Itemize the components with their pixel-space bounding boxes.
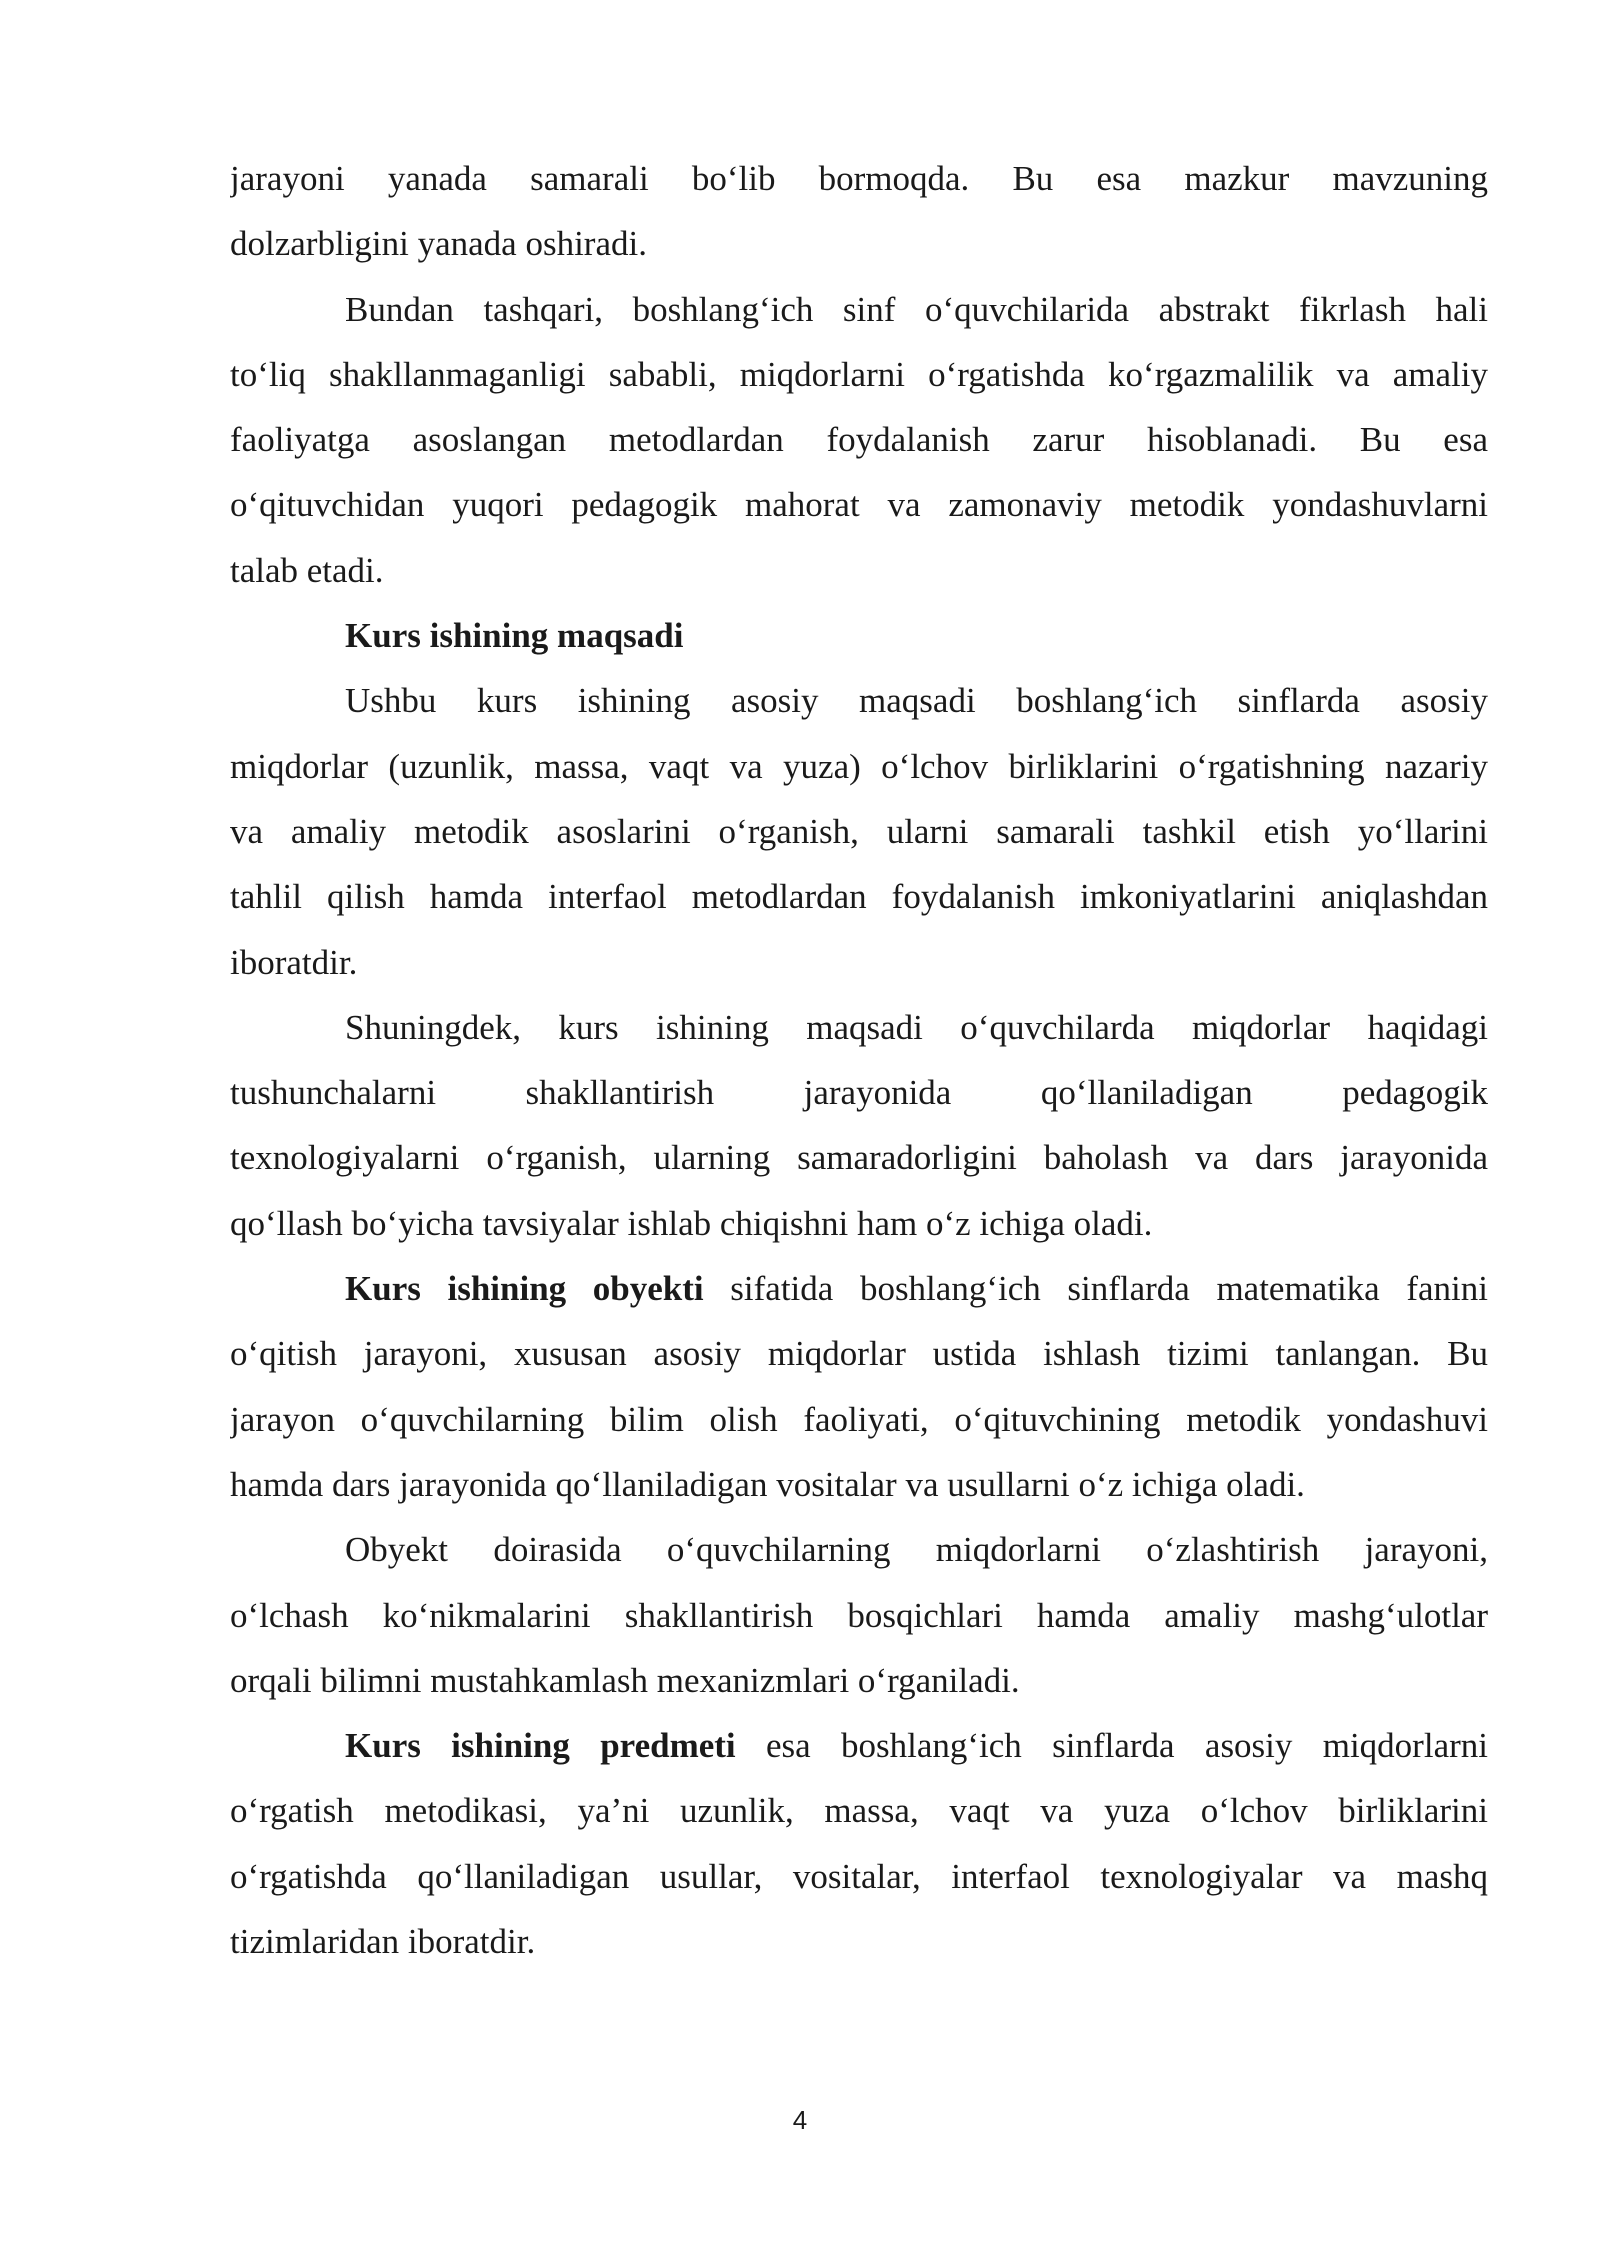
text-line: va amaliy metodik asoslarini o‘rganish, ularni samarali tashkil etish yo‘llarini: [230, 811, 1488, 851]
text-line: Obyekt doirasida o‘quvchilarning miqdorlarni o‘zlashtirish jarayoni,: [345, 1530, 1488, 1570]
text-line: Shuningdek, kurs ishining maqsadi o‘quvchilarda miqdorlar haqidagi: [345, 1007, 1488, 1047]
text-line: jarayoni yanada samarali bo‘lib bormoqda. Bu esa mazkur mavzuning: [230, 159, 1488, 198]
text-line: dolzarbligini yanada oshiradi.: [230, 224, 647, 264]
text-line: texnologiyalarni o‘rganish, ularning samaradorligini baholash va dars jarayonida: [230, 1138, 1488, 1178]
page-number: 4: [792, 2105, 808, 2135]
text-line: tahlil qilish hamda interfaol metodlardan foydalanish imkoniyatlarini aniqlashdan: [230, 877, 1488, 917]
text-line: orqali bilimni mustahkamlash mexanizmlari o‘rganiladi.: [230, 1660, 1020, 1700]
text-line: hamda dars jarayonida qo‘llaniladigan vositalar va usullarni o‘z ichiga oladi.: [230, 1464, 1305, 1504]
text-line: faoliyatga asoslangan metodlardan foydalanish zarur hisoblanadi. Bu esa: [230, 420, 1488, 460]
section-heading: Kurs ishining maqsadi: [345, 616, 684, 656]
line-rest: esa boshlang‘ich sinflarda asosiy miqdorlarni: [735, 1726, 1488, 1766]
text-line: o‘rgatish metodikasi, ya’ni uzunlik, massa, vaqt va yuza o‘lchov birliklarini: [230, 1791, 1488, 1831]
text-line: o‘rgatishda qo‘llaniladigan usullar, vositalar, interfaol texnologiyalar va mashq: [230, 1856, 1488, 1896]
text-line: o‘lchash ko‘nikmalarini shakllantirish bosqichlari hamda amaliy mashg‘ulotlar: [230, 1595, 1488, 1635]
bold-term: Kurs ishining predmeti: [345, 1726, 736, 1766]
text-line: miqdorlar (uzunlik, massa, vaqt va yuza) o‘lchov birliklarini o‘rgatishning nazariy: [230, 746, 1488, 786]
text-line: o‘qituvchidan yuqori pedagogik mahorat va zamonaviy metodik yondashuvlarni: [230, 485, 1488, 525]
text-line: to‘liq shakllanmaganligi sababli, miqdorlarni o‘rgatishda ko‘rgazmalilik va amaliy: [230, 354, 1488, 394]
text-line: tushunchalarni shakllantirish jarayonida qo‘llaniladigan pedagogik: [230, 1073, 1488, 1113]
text-line: [230, 1713, 1488, 1778]
bold-term: Kurs ishining obyekti: [345, 1269, 704, 1309]
text-line: o‘qitish jarayoni, xususan asosiy miqdorlar ustida ishlash tizimi tanlangan. Bu: [230, 1334, 1488, 1374]
text-line: iboratdir.: [230, 942, 358, 982]
text-line: talab etadi.: [230, 550, 384, 590]
text-line: Bundan tashqari, boshlang‘ich sinf o‘quvchilarida abstrakt fikrlash hali: [345, 289, 1488, 329]
text-line: Ushbu kurs ishining asosiy maqsadi boshlang‘ich sinflarda asosiy: [345, 681, 1488, 721]
document-body: [230, 146, 1488, 1974]
text-line: qo‘llash bo‘yicha tavsiyalar ishlab chiqishni ham o‘z ichiga oladi.: [230, 1203, 1153, 1243]
text-line: jarayon o‘quvchilarning bilim olish faoliyati, o‘qituvchining metodik yondashuvi: [230, 1399, 1488, 1439]
text-line: [230, 1256, 1488, 1321]
line-rest: sifatida boshlang‘ich sinflarda matematika fanini: [703, 1269, 1488, 1309]
text-line: tizimlaridan iboratdir.: [230, 1922, 536, 1962]
